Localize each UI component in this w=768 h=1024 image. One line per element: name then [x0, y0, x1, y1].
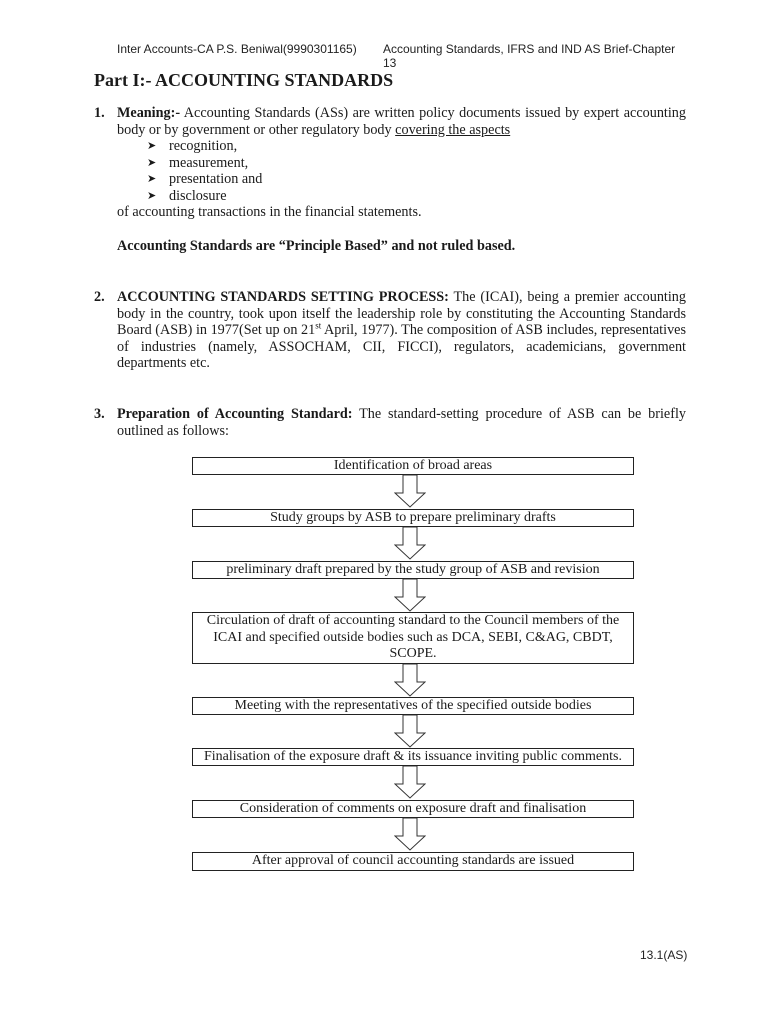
down-arrow-icon: [394, 766, 426, 799]
underlined-text: covering the aspects: [395, 121, 511, 138]
header-chapter: Accounting Standards, IFRS and IND AS Brief-Chapter 13: [383, 42, 676, 70]
section-number: 1.: [94, 105, 105, 121]
down-arrow-icon: [394, 579, 426, 612]
arrow-bullet-icon: ➤: [147, 140, 157, 152]
principle-statement: Accounting Standards are “Principle Based” and not ruled based.: [117, 237, 516, 254]
section-heading: Meaning:-: [117, 105, 181, 121]
flow-step: After approval of council accounting standards are issued: [192, 852, 634, 871]
aspect-list: [117, 138, 686, 204]
down-arrow-icon: [394, 818, 426, 851]
section-meaning: [94, 105, 686, 254]
down-arrow-icon: [394, 475, 426, 508]
flow-step: Identification of broad areas: [192, 457, 634, 475]
flow-step: Study groups by ASB to prepare preliminary drafts: [192, 509, 634, 527]
flow-step: preliminary draft prepared by the study group of ASB and revision: [192, 561, 634, 579]
section-number: 3.: [94, 406, 105, 422]
down-arrow-icon: [394, 715, 426, 748]
flow-step: Meeting with the representatives of the specified outside bodies: [192, 697, 634, 715]
page-title: Part I:- ACCOUNTING STANDARDS: [94, 70, 394, 90]
section-text-after: of accounting transactions in the financial statements.: [117, 204, 422, 220]
page-number: 13.1(AS): [640, 948, 688, 962]
flow-step: Finalisation of the exposure draft & its issuance inviting public comments.: [192, 748, 634, 766]
header-author: Inter Accounts-CA P.S. Beniwal(9990301165): [117, 42, 357, 56]
list-item: ➤ presentation and: [147, 171, 263, 187]
section-text: Accounting Standards (ASs) are written policy documents issued by expert accounting body or by government or other regulatory body: [117, 105, 686, 138]
arrow-bullet-icon: ➤: [147, 173, 157, 185]
list-item: ➤ recognition,: [147, 138, 238, 154]
flow-step: Circulation of draft of accounting standard to the Council members of the ICAI and specified outside bodies such as DCA, SEBI, C&AG, CBDT, SCOPE.: [192, 612, 634, 664]
down-arrow-icon: [394, 664, 426, 697]
down-arrow-icon: [394, 527, 426, 560]
arrow-bullet-icon: ➤: [147, 156, 157, 169]
section-preparation: 3. Preparation of Accounting Standard: The standard-setting procedure of ASB can be briefly outlined as follows:: [94, 406, 686, 439]
section-heading: Preparation of Accounting Standard:: [117, 406, 353, 422]
section-heading: ACCOUNTING STANDARDS SETTING PROCESS:: [117, 289, 449, 305]
section-setting-process: 2. ACCOUNTING STANDARDS SETTING PROCESS: The (ICAI), being a premier accounting body in the country, took upon itself the leadership role by constituting the Accounting Standards Board (ASB) in 1977(Set up on 21st April, 1977). The composition of ASB includes, representatives of industries (namely, ASSOCHAM, CII, FICCI), regulators, academicians, government departments etc.: [94, 289, 686, 371]
list-item: ➤ disclosure: [147, 187, 227, 204]
section-number: 2.: [94, 289, 105, 305]
flow-step: Consideration of comments on exposure draft and finalisation: [192, 800, 634, 818]
list-item: ➤ measurement,: [147, 154, 249, 171]
arrow-bullet-icon: ➤: [147, 189, 157, 202]
